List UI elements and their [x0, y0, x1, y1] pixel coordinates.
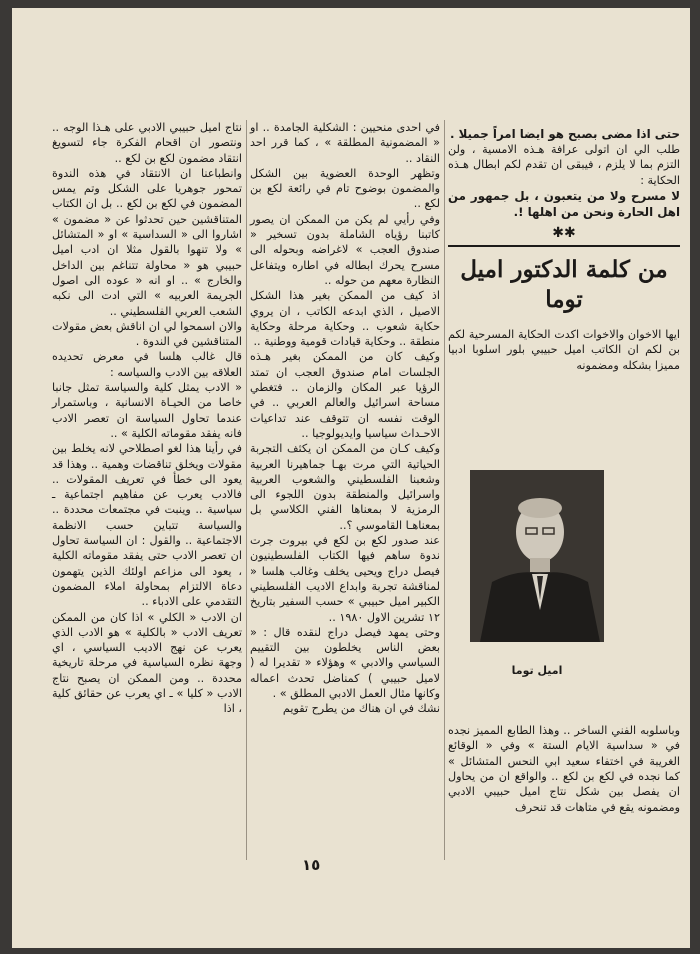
column-right — [448, 126, 680, 373]
intro-bold-closing: لا مسرح ولا من يتعبون ، بل جمهور من اهل الحارة ونحن من اهلها !. — [448, 188, 680, 219]
col2-paragraph: اذ كيف من الممكن بغير هذا الشكل الاصيل ، الذي ابدعه الكاتب ، ان يروي حكاية شعوب .. وحكاية مرحلة وحكاية منطقة .. وحكاية قيادات قومية ووطنية .. — [250, 289, 440, 349]
column-right-continued — [448, 712, 680, 826]
col3-paragraph: « الادب يمثل كلية والسياسة تمثل جانبا خاصا من الحيـاة الانسانية ، وباستمرار عندما تحاول السياسة ان تعصر الادب فانه يفقد مقوماته الكلية » .. — [52, 381, 242, 440]
page-number: ١٥ — [302, 856, 321, 874]
col3-paragraph: في رأينا هذا لغو اصطلاحي لانه يخلط بين مقولات ويخلق تناقضات وهمية .. وهذا قد يعود الى خطأ في تعريف المقولات .. فالادب يعرب عن مفاهيم اجتماعية ـ سياسية .. وينبت في مجتمعات محددة .. والسياسة تتباين حسب الانظمة الاجتماعية .. والقول : ان السياسة تحاول ان تعصر الادب حتى يفقد مقوماته الكلية ، يعود الى مزاعم اولئك الذين يتهمون دعاة الالتزام بمحاولة املاء المضمون التقدمي على الادباء .. — [52, 442, 242, 609]
column-left — [52, 120, 242, 717]
magazine-page — [12, 8, 690, 948]
col3-paragraph: والان اسمحوا لي ان اناقش بعض مقولات المتناقشين في الندوة . — [52, 319, 242, 349]
col3-paragraph: ان الادب « الكلي » اذا كان من الممكن تعريف الادب « بالكلية » هو الادب الذي يعرب عن نهج الاديب السياسي ، اي وجهة نظره السياسية في مرحلة تاريخية محددة .. ومن الممكن ان يصبح نتاج الادب « كليا » ـ اي يعرب عن حقائق كلية ، اذا — [52, 610, 242, 716]
col2-paragraph: وحتى يمهد فيصل دراج لنقده قال : « بعض الناس يخلطون بين التقييم السياسي والادبي » وهؤلاء « تقديرا له ( لاميل حبيبي ) كمناضل تحدث اعماله وكانها مثال العمل الادبي المطلق » . — [250, 625, 440, 700]
column-middle — [250, 120, 440, 717]
intro-text: طلب الي ان اتولى عرافة هـذه الامسية ، ولن التزم بما لا يلزم ، فيبقى ان تقدم لكم ابطال هـذه الحكاية : — [448, 143, 680, 187]
photo-caption: اميل توما — [511, 664, 563, 677]
col3-paragraph: نتاج اميل حبيبي الادبي على هـذا الوجه .. ونتصور ان اقحام الفكرة جاء لتسويغ انتقاد مضمون لكع بن لكع .. — [52, 121, 242, 165]
author-photo — [470, 470, 604, 642]
col1-opening-text: ايها الاخوان والاخوات اكدت الحكاية المسرحية لكم بن لكم ان الكاتب اميل حبيبي بلور اسلوبا ادبيا مميزا بشكله ومضمونه — [448, 328, 680, 372]
col3-paragraph: قال غالب هلسا في معرض تحديده العلاقه بين الادب والسياسه : — [52, 350, 242, 379]
col2-paragraph: وفي رأيي لم يكن من الممكن ان يصور كاتبنا رؤياه الشاملة بدون تسخير « صندوق العجب » لاغراضه وبحوله الى مسرح يحرك ابطاله في اطاره ويتفاعل النظارة معهم من حوله .. — [250, 212, 440, 287]
col2-paragraph: وكيف كـان من الممكن ان يكثف التجربة الحياتية التي مرت بهـا جماهيرنا العربية وشعبنا الفلسطيني والشعوب العربية واسرائيل والمنطقة بدون اللجوء الى الرمزية لا بمعناها الفني الكلاسي بل بمعناهـا القاموسي ؟.. — [250, 442, 440, 532]
section-stars: ✱✱ — [552, 224, 576, 241]
col2-paragraph: نشك في ان هناك من يطرح تقويم — [282, 702, 440, 716]
column-divider-2 — [246, 120, 247, 860]
column-divider-1 — [444, 120, 445, 860]
col2-paragraph: في احدى منحيين : الشكلية الجامدة .. او « المضمونية المطلقة » ، كما قرر احد النقاد .. — [250, 121, 440, 165]
col3-paragraph: وانطباعنا ان الانتقاد في هذه الندوة تمحور جوهريا على الشكل وتم يمس المضمون في لكع بن لكع .. بل ان الكتاب المتناقشين حين تحدثوا عن « مضمون » اشاروا الى « السداسية » او « المتشائل » ولا تنهوا بالقول مثلا ان ادب اميل حبيبي هو « محاولة تتناغم بين الداخل والخارج » .. او انه « عوده الى اصول الجريمة العربيه » التي ادت الى نكبه الشعب العربي الفلسطيني .. — [52, 166, 242, 318]
col2-paragraph: عند صدور لكع بن لكع في بيروت جرت ندوة ساهم فيها الكتاب الفلسطينيون فيصل دراج ويحيى يخلف وغالب هلسا « لمناقشة تجربة وابداع الاديب الفلسطيني الكبير اميل حبيبي » حسب السفير بتاريخ ١٢ تشرين الاول ١٩٨٠ .. — [250, 534, 440, 624]
intro-bold-line: حتى اذا مضى بصبح هو ايضا امراً جميلا . — [450, 127, 680, 141]
col2-paragraph: وتظهر الوحدة العضوية بين الشكل والمضمون بوضوح تام في رائعة لكع بن لكع .. — [250, 166, 440, 211]
article-headline: من كلمة الدكتور اميل توما — [460, 256, 668, 314]
col2-paragraph: وكيف كان من الممكن بغير هـذه الجلسات امام صندوق العجب ان تمتد الرؤيا عبر المكان والزمان .. فتغطي مساحة اسرائيل والعالم العربي .. في الوقت نفسه ان تتوقف عند تداعيات الاحـداث سياسيا وايديولوجيا .. — [250, 350, 440, 440]
col1-after-photo-text: وباسلوبه الفني الساخر .. وهذا الطابع المميز نجده في « سداسية الايام الستة » وفي « الوقائع الغريبة في اختفاء سعيد ابي النحس المتشائل » كما نجده في لكع بن لكع .. والواقع ان من يحاول ان يفصل بين شكل نتاج اميل حبيبي الادبي ومضمونه يقع في متاهات قد تنحرف — [448, 724, 680, 814]
section-divider — [448, 245, 680, 247]
portrait-image — [470, 470, 604, 642]
